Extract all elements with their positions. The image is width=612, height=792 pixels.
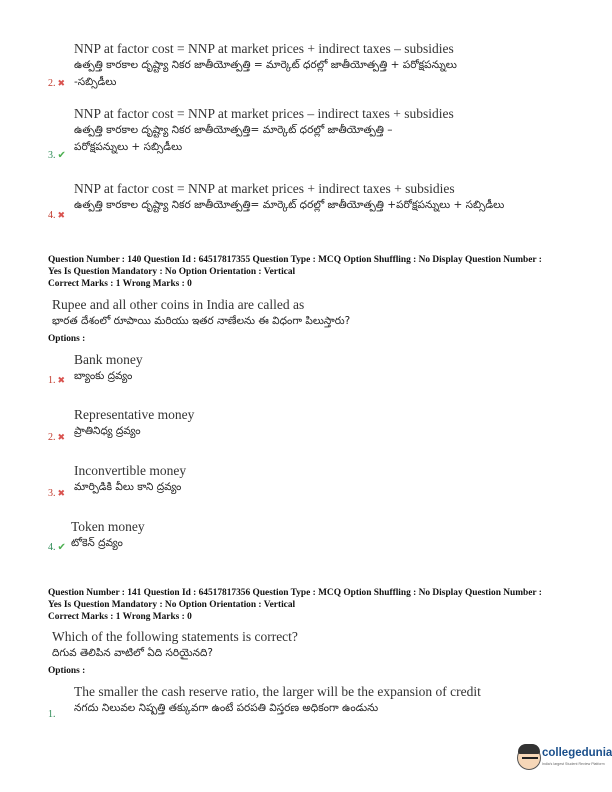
option-text-en: Representative money bbox=[74, 407, 195, 422]
question-text-te: దిగువ తెలిపిన వాటిలో ఏది సరియైనది? bbox=[52, 647, 213, 659]
cross-mark-icon: ✖ bbox=[57, 211, 66, 221]
question-header-line1: Question Number : 140 Question Id : 64517817355 Question Type : MCQ Option Shuffling : No Display Question Number : bbox=[48, 255, 542, 265]
option-text-en: Inconvertible money bbox=[74, 463, 187, 478]
option-text-en: Bank money bbox=[74, 352, 143, 367]
options-label: Options : bbox=[48, 666, 86, 676]
options-label: Options : bbox=[48, 334, 86, 344]
prev-option-2 bbox=[48, 40, 588, 91]
option-text-te: ఉత్పత్తి కారకాల దృష్ట్యా నికర జాతీయోత్పత్తి = మార్కెట్ ధరల్లో జాతీయోత్పత్తి + పరోక్షపన్నులు bbox=[74, 59, 457, 71]
question-text-en: Which of the following statements is correct? bbox=[52, 629, 298, 644]
cross-mark-icon: ✖ bbox=[57, 79, 66, 89]
logo-tagline: India's largest Student Review Platform bbox=[542, 762, 605, 766]
question-marks: Correct Marks : 1 Wrong Marks : 0 bbox=[48, 279, 192, 289]
cross-mark-icon: ✖ bbox=[57, 376, 66, 386]
option-number: 2. ✖ bbox=[48, 432, 66, 443]
option-text-en: NNP at factor cost = NNP at market prices + indirect taxes + subsidies bbox=[74, 181, 455, 196]
check-mark-icon: ✔ bbox=[57, 150, 66, 161]
question-header-line2: Yes Is Question Mandatory : No Option Orientation : Vertical bbox=[48, 267, 296, 277]
option-text-te: ఉత్పత్తి కారకాల దృష్ట్యా నికర జాతీయోత్పత్తి= మార్కెట్ ధరల్లో జాతీయోత్పత్తి +పరోక్షపన్నులు + సబ్సిడీలు bbox=[74, 199, 505, 211]
question-140-header bbox=[48, 254, 588, 290]
option-text-en: NNP at factor cost = NNP at market prices – indirect taxes + subsidies bbox=[74, 106, 454, 121]
question-text-te: భారత దేశంలో రూపాయి మరియు ఇతర నాణేలను ఈ విధంగా పిలుస్తారు? bbox=[52, 315, 351, 327]
mascot-hair bbox=[518, 744, 540, 754]
question-141-header bbox=[48, 587, 588, 623]
prev-option-3 bbox=[48, 105, 588, 161]
option-text-en: The smaller the cash reserve ratio, the larger will be the expansion of credit bbox=[74, 684, 481, 699]
prev-option-4 bbox=[48, 180, 588, 221]
option-text-te: ఉత్పత్తి కారకాల దృష్ట్యా నికర జాతీయోత్పత్తి= మార్కెట్ ధరల్లో జాతీయోత్పత్తి – bbox=[74, 124, 393, 136]
option-text-te-cont: పరోక్షపన్నులు + సబ్సిడీలు bbox=[74, 141, 183, 153]
logo-brand: collegedunia bbox=[542, 747, 612, 759]
question-140-text bbox=[52, 296, 592, 330]
option-text-te-cont: -సబ్సిడీలు bbox=[74, 76, 117, 88]
q140-option-4[interactable] bbox=[48, 518, 588, 552]
q141-option-1[interactable] bbox=[48, 683, 588, 720]
option-number: 1. bbox=[48, 709, 56, 720]
q140-option-1[interactable] bbox=[48, 351, 588, 385]
question-marks: Correct Marks : 1 Wrong Marks : 0 bbox=[48, 612, 192, 622]
option-text-en: NNP at factor cost = NNP at market prices + indirect taxes – subsidies bbox=[74, 41, 454, 56]
option-number: 2. ✖ bbox=[48, 78, 66, 89]
q140-option-3[interactable] bbox=[48, 462, 588, 499]
check-mark-icon: ✔ bbox=[57, 542, 66, 553]
option-text-te: టోకెన్ ద్రవ్యం bbox=[71, 537, 123, 549]
cross-mark-icon: ✖ bbox=[57, 433, 66, 443]
option-number: 1. ✖ bbox=[48, 375, 66, 386]
collegedunia-logo bbox=[517, 744, 612, 784]
q140-option-2[interactable] bbox=[48, 406, 588, 443]
question-header-line2: Yes Is Question Mandatory : No Option Orientation : Vertical bbox=[48, 600, 296, 610]
option-text-te: మార్పిడికి వీలు కాని ద్రవ్యం bbox=[74, 481, 182, 493]
question-141-text bbox=[52, 628, 592, 662]
option-number: 4. ✖ bbox=[48, 210, 66, 221]
option-number: 3. ✖ bbox=[48, 488, 66, 499]
cross-mark-icon: ✖ bbox=[57, 489, 66, 499]
option-text-en: Token money bbox=[71, 519, 145, 534]
option-text-te: ప్రాతినిధ్య ద్రవ్యం bbox=[74, 425, 141, 437]
option-text-te: నగదు నిలువల నిష్పత్తి తక్కువగా ఉంటే పరపతి విస్తరణ అధికంగా ఉండును bbox=[74, 702, 379, 714]
question-header-line1: Question Number : 141 Question Id : 64517817356 Question Type : MCQ Option Shuffling : No Display Question Number : bbox=[48, 588, 542, 598]
option-text-te: బ్యాంకు ద్రవ్యం bbox=[74, 370, 133, 382]
question-text-en: Rupee and all other coins in India are called as bbox=[52, 297, 305, 312]
option-number: 3. ✔ bbox=[48, 150, 66, 161]
option-number: 4. ✔ bbox=[48, 542, 66, 553]
